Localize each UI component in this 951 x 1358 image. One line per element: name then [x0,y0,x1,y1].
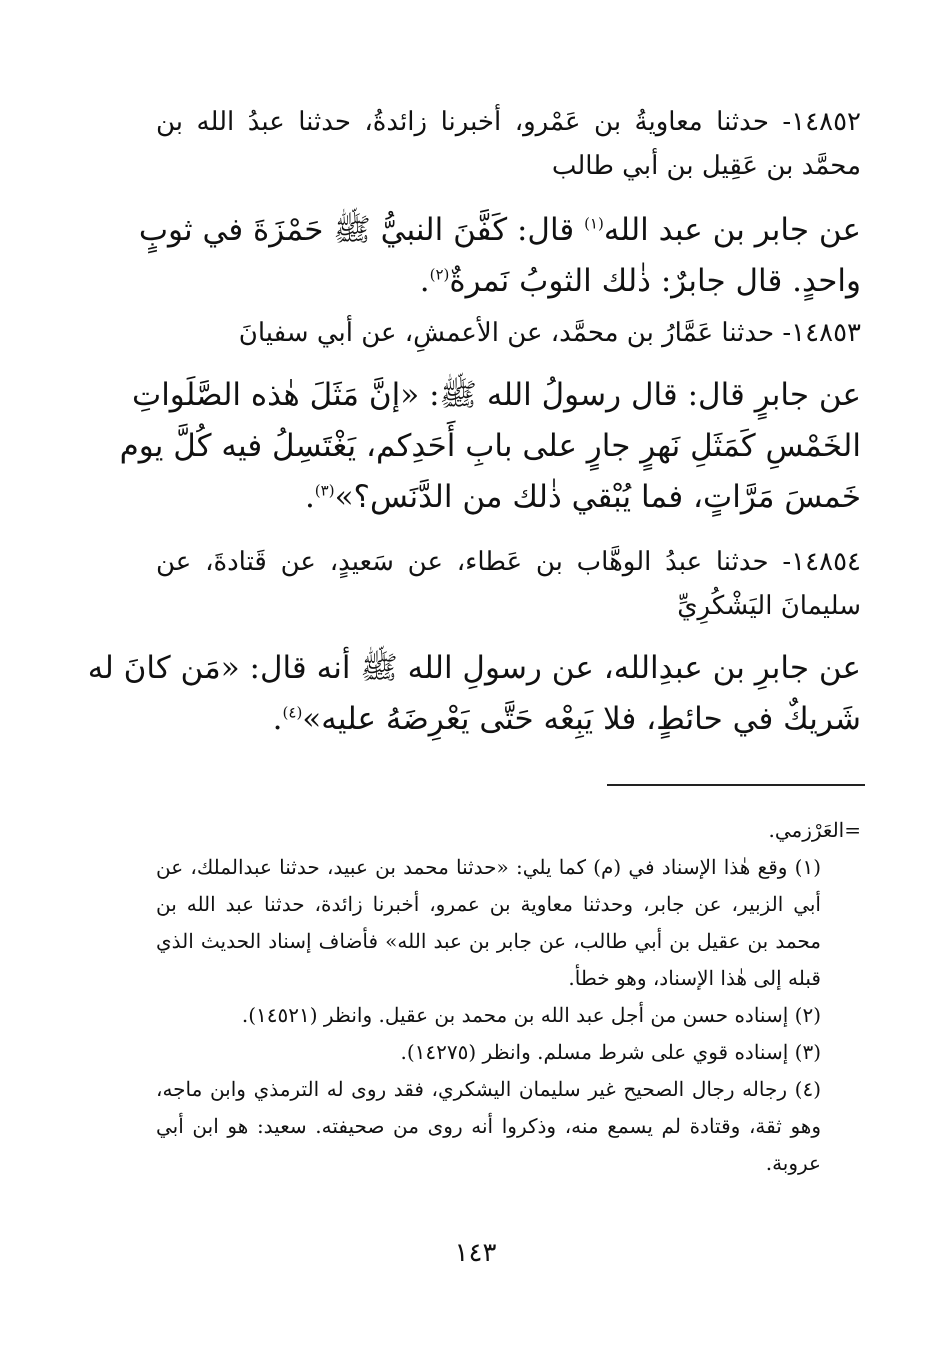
footnote-1: (١) وقع هٰذا الإسناد في (م) كما يلي: «حدثنا محمد بن عبيد، حدثنا عبدالملك، عن أبي الزبير، عن جابر، وحدثنا معاوية بن عمرو، أخبرنا زائدة، حدثنا عبد الله بن محمد بن عقيل بن أبي طالب، عن جابر بن عبد الله» فأضاف إسناد الحديث الذي قبله إلى هٰذا الإسناد، وهو خطأ. [156,855,821,990]
footnote-separator [607,784,865,786]
matn-line [138,205,861,256]
isnad-line: ١٤٨٥٣- حدثنا عَمَّارُ بن محمَّد، عن الأعمشِ، عن أبي سفيانَ [238,318,861,348]
footnote-2: (٢) إسناده حسن من أجل عبد الله بن محمد بن عقيل. وانظر (١٤٥٢١). [241,1003,821,1027]
isnad-line: ١٤٨٥٢- حدثنا معاويةُ بن عَمْرو، أخبرنا زائدةُ، حدثنا عبدُ الله بن [156,107,861,137]
matn-text: خَمسَ مَرَّاتٍ، فما يُبْقي ذٰلك من الدَّنَس؟» [334,479,861,515]
matn-text: قال: كَفَّنَ النبيُّ ﷺ حَمْزَةَ في ثوبٍ [138,212,585,248]
isnad-line: محمَّد بن عَقِيل بن أبي طالب [551,151,861,181]
matn-end: . [419,263,430,299]
footnote-ref-3: (٣) [314,481,335,500]
matn-end: . [304,479,315,515]
matn-text: شَريكٌ في حائطٍ، فلا يَبِعْه حَتَّى يَعْرِضَهُ عليه» [302,701,861,737]
hadith-14852-matn [138,205,861,307]
matn-line [156,472,861,523]
hadith-14853-matn [119,370,861,523]
footnotes [156,812,861,1182]
footnote-carryover: =العَرْزمي. [768,818,861,842]
matn-line [156,694,861,745]
page-number: ١٤٣ [454,1238,497,1268]
hadith-14854-matn [87,643,861,745]
matn-end: . [272,701,283,737]
matn-line: عن جابرِ بن عبدِالله، عن رسولِ الله ﷺ أنه قال: «مَن كانَ له [87,650,861,686]
matn-text: واحدٍ. قال جابرٌ: ذٰلك الثوبُ نَمرةٌ [449,263,861,299]
hadith-14854-isnad [156,540,861,628]
hadith-14852-isnad [156,100,861,188]
isnad-line: سليمانَ اليَشْكُرِيِّ [677,591,861,621]
matn-line [156,256,861,307]
matn-line: عن جابرٍ قال: قال رسولُ الله ﷺ: «إنَّ مَثَلَ هٰذه الصَّلَواتِ [132,377,861,413]
footnote-3: (٣) إسناده قوي على شرط مسلم. وانظر (١٤٢٧٥). [400,1040,821,1064]
matn-line: الخَمْسِ كَمَثَلِ نَهرٍ جارٍ على بابِ أَحَدِكم، يَغْتَسِلُ فيه كُلَّ يوم [119,428,861,464]
footnote-ref-2: (٢) [429,265,450,284]
footnote-ref-4: (٤) [282,703,303,722]
footnote-4: (٤) رجاله رجال الصحيح غير سليمان اليشكري، فقد روى له الترمذي وابن ماجه، وهو ثقة، وقتادة لم يسمع منه، وذكروا أنه روى من صحيفته. سعيد: هو ابن أبي عروبة. [156,1077,821,1175]
footnote-ref-1: (١) [584,214,604,233]
matn-text: عن جابر بن عبد الله [603,212,861,248]
isnad-line: ١٤٨٥٤- حدثنا عبدُ الوهَّاب بن عَطاء، عن سَعيدٍ، عن قَتادةَ، عن [156,547,861,577]
hadith-14853-isnad [156,311,861,355]
